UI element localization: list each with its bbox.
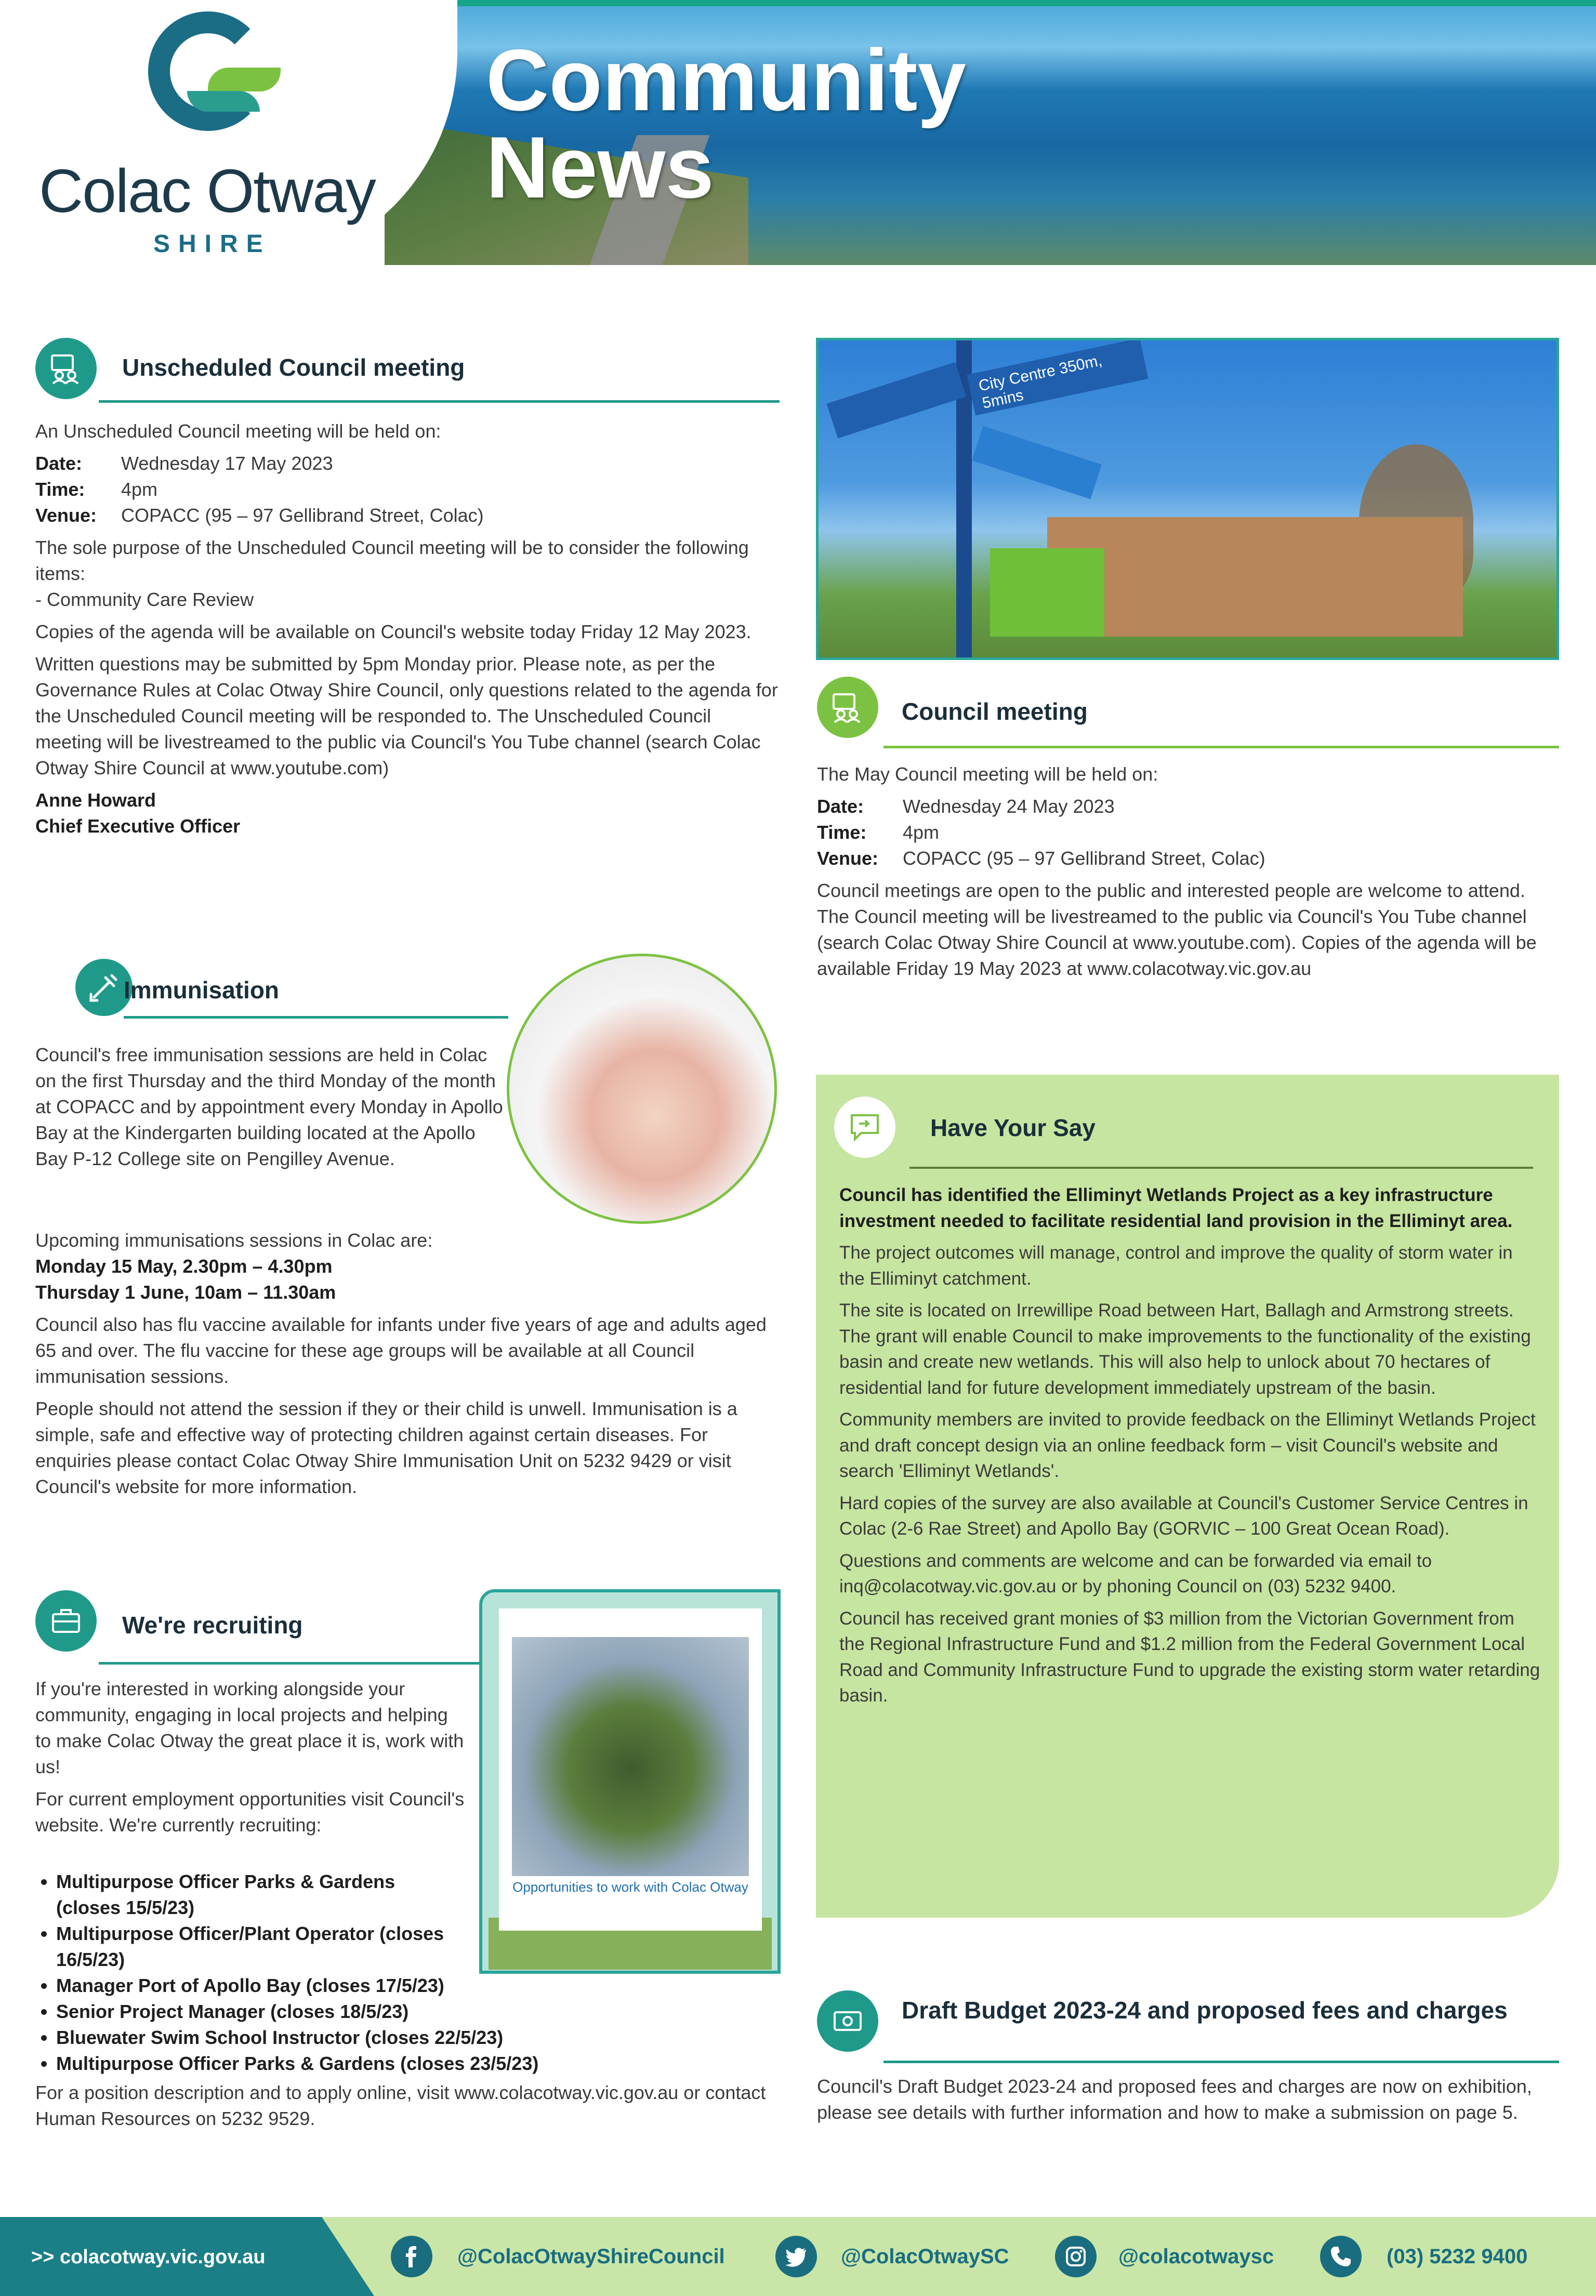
immunisation-p1: Council's free immunisation sessions are held in Colac on the first Thursday and the third Monday of the month at COPACC and by appointment every Monday in Apollo Bay at the Kindergarten building located at the Apollo Bay P-12 College site on Pengilley Avenue. [35,1044,503,1169]
masthead-title [486,31,966,216]
council-body [817,761,1560,988]
hys-p6: Council has received grant monies of $3 million from the Victorian Government from the Regional Infrastructure Fund and $1.2 million from the Federal Government Local Road and Community Infrastructure Fund to upgrade the existing storm water retarding basin. [839,1608,1540,1706]
recruiting-p1: If you're interested in working alongside your community, engaging in local projects and helping to make Colac Otway the great place it is, work with us! [35,1678,464,1777]
recruiting-poster-image [512,1637,749,1876]
recruiting-intro [35,1676,467,1838]
unscheduled-intro: An Unscheduled Council meeting will be held on: [35,420,441,442]
unscheduled-venue-row [35,503,779,529]
time-label: Time: [35,479,85,500]
unscheduled-date-row [35,451,779,477]
immunisation-p2: Council also has flu vaccine available for infants under five years of age and adults aged 65 and over. The flu vaccine for these age groups will be available at all Council immunisation sessions. [35,1314,767,1387]
signatory-name: Anne Howard [35,789,156,811]
council-venue-row [817,846,1560,872]
recruiting-title: We're recruiting [122,1612,303,1639]
hys-p5: Questions and comments are welcome and can be forwarded via email to inq@colacotway.vic.gov.au or by phoning Council on (03) 5232 9400. [839,1550,1432,1596]
masthead-line-1: Community [486,31,966,129]
immunisation-session-2: Thursday 1 June, 10am – 11.30am [35,1282,336,1303]
council-intro: The May Council meeting will be held on: [817,763,1158,785]
date-label: Date: [35,453,83,474]
immunisation-intro [35,1042,503,1178]
time-value: 4pm [121,479,158,500]
venue-value: COPACC (95 – 97 Gellibrand Street, Colac) [903,848,1265,869]
brand-subtitle: SHIRE [153,230,271,258]
brand-name: Colac Otway [39,157,375,226]
budget-p1: Council's Draft Budget 2023-24 and proposed fees and charges are now on exhibition, please see details with further information and how to make a submission on page 5. [817,2076,1532,2123]
jobs-list [35,1869,779,2077]
unscheduled-p1: The sole purpose of the Unscheduled Council meeting will be to consider the following items: [35,537,749,584]
twitter-icon[interactable] [775,2236,817,2277]
unscheduled-rule [99,400,780,403]
footer-website-link[interactable]: >> colacotway.vic.gov.au [31,2246,266,2268]
unscheduled-title: Unscheduled Council meeting [122,354,465,381]
hys-p3: Community members are invited to provide feedback on the Elliminyt Wetlands Project and draft concept design via an online feedback form – visit Council's website and search 'Elliminyt Wetlands'. [839,1409,1536,1481]
photo-green-panel [990,548,1104,637]
venue-value: COPACC (95 – 97 Gellibrand Street, Colac) [121,505,484,526]
recruiting-rule [99,1662,483,1665]
immunisation-p3: People should not attend the session if they or their child is unwell. Immunisation is a simple, safe and effective way of protecting children against certain diseases. For enquiries please contact Colac Otway Shire Immunisation Unit on 5232 9429 or visit Council's website for more information. [35,1398,737,1497]
date-value: Wednesday 24 May 2023 [903,796,1115,817]
hys-title: Have Your Say [930,1114,1096,1141]
budget-body [817,2074,1560,2132]
photo-sign-trail [827,362,967,439]
hys-body [839,1182,1541,1715]
recruiting-p2: For current employment opportunities visit Council's website. We're currently recruiting: [35,1788,465,1836]
immunisation-body [35,1228,779,1506]
hys-p4: Hard copies of the survey are also available at Council's Customer Service Centres in Colac (2-6 Rae Street) and Apollo Bay (GORVIC – 100 Great Ocean Road). [839,1493,1528,1539]
recruiting-jobs [35,1869,779,2138]
immunisation-rule [124,1016,508,1019]
job-item: • Multipurpose Officer Parks & Gardens (closes 15/5/23) [56,1869,451,1921]
unscheduled-body [35,418,779,839]
header-top-strip [437,0,1596,6]
date-label: Date: [817,796,864,817]
immunisation-upcoming: Upcoming immunisations sessions in Colac are: [35,1230,433,1251]
signatory-title: Chief Executive Officer [35,815,241,837]
instagram-icon[interactable] [1055,2236,1097,2277]
budget-rule [883,2061,1559,2063]
immunisation-title: Immunisation [124,977,280,1004]
council-p1: Council meetings are open to the public and interested people are welcome to attend. The Council meeting will be livestreamed to the public via Council's You Tube channel (search Colac Otway Shire Council at www.youtube.com). Copies of the agenda will be available Friday 19 May 2023 at www.colacotway.vic.gov.au [817,880,1537,979]
photo-sign-city-centre: City Centre 350m, 5mins [967,338,1148,416]
venue-label: Venue: [35,505,97,526]
masthead-line-2: News [486,118,714,216]
budget-title: Draft Budget 2023-24 and proposed fees and charges [902,1997,1508,2024]
budget-icon [817,1990,878,2052]
signpost-photo [816,338,1559,660]
council-title: Council meeting [902,698,1088,725]
job-item: • Manager Port of Apollo Bay (closes 17/5/23) [56,1973,779,1999]
meeting-icon [35,338,97,399]
time-label: Time: [817,822,867,843]
council-date-row [817,794,1560,820]
hys-rule [909,1167,1533,1169]
job-item: • Multipurpose Officer Parks & Gardens (closes 23/5/23) [56,2051,779,2077]
phone-icon[interactable] [1320,2236,1362,2277]
job-item: • Bluewater Swim School Instructor (closes 22/5/23) [56,2025,779,2051]
recruiting-poster-caption: Opportunities to work with Colac Otway [512,1879,748,1895]
council-rule [883,746,1559,748]
hys-lead: Council has identified the Elliminyt Wetlands Project as a key infrastructure investment needed to facilitate residential land provision in the Elliminyt area. [839,1185,1513,1231]
briefcase-icon [35,1590,97,1652]
photo-building [1047,517,1463,637]
job-item: • Multipurpose Officer/Plant Operator (closes 16/5/23) [56,1921,482,1973]
speech-bubble-icon [834,1097,895,1158]
recruiting-p3: For a position description and to apply online, visit www.colacotway.vic.gov.au or contact Human Resources on 5232 9529. [35,2082,766,2129]
logo-leaf-icon-2 [187,91,260,112]
venue-label: Venue: [817,848,879,869]
logo-leaf-icon [208,68,281,91]
time-value: 4pm [903,822,940,843]
unscheduled-p2: Copies of the agenda will be available on Council's website today Friday 12 May 2023. [35,621,751,642]
hys-p2: The site is located on Irrewillipe Road between Hart, Ballagh and Armstrong streets. The grant will enable Council to make improvements to the functionality of the existing basin and create new wetlands. This will also help to unlock about 70 hectares of residential land for future development immediately upstream of the basin. [839,1300,1531,1398]
immunisation-photo [507,954,777,1224]
footer-phone-number[interactable]: (03) 5232 9400 [1387,2245,1528,2268]
council-time-row [817,820,1560,846]
footer-instagram-handle[interactable]: @colacotwaysc [1118,2245,1274,2268]
footer-twitter-handle[interactable]: @ColacOtwaySC [841,2245,1009,2268]
photo-sign-copacc [972,426,1102,499]
footer-facebook-handle[interactable]: @ColacOtwayShireCouncil [457,2245,725,2268]
unscheduled-p1-item: - Community Care Review [35,589,254,610]
facebook-icon[interactable] [391,2236,432,2277]
hys-p1: The project outcomes will manage, control and improve the quality of storm water in the Elliminyt catchment. [839,1243,1513,1289]
job-item: • Senior Project Manager (closes 18/5/23) [56,1999,779,2025]
meeting-icon-2 [817,677,878,738]
immunisation-session-1: Monday 15 May, 2.30pm – 4.30pm [35,1256,333,1277]
unscheduled-time-row [35,477,779,503]
date-value: Wednesday 17 May 2023 [121,453,333,474]
unscheduled-p3: Written questions may be submitted by 5pm Monday prior. Please note, as per the Governance Rules at Colac Otway Shire Council, only questions related to the agenda for the Unscheduled Council meeting will be responded to. The Unscheduled Council meeting will be livestreamed to the public via Council's You Tube channel (search Colac Otway Shire Council at www.youtube.com) [35,653,778,778]
